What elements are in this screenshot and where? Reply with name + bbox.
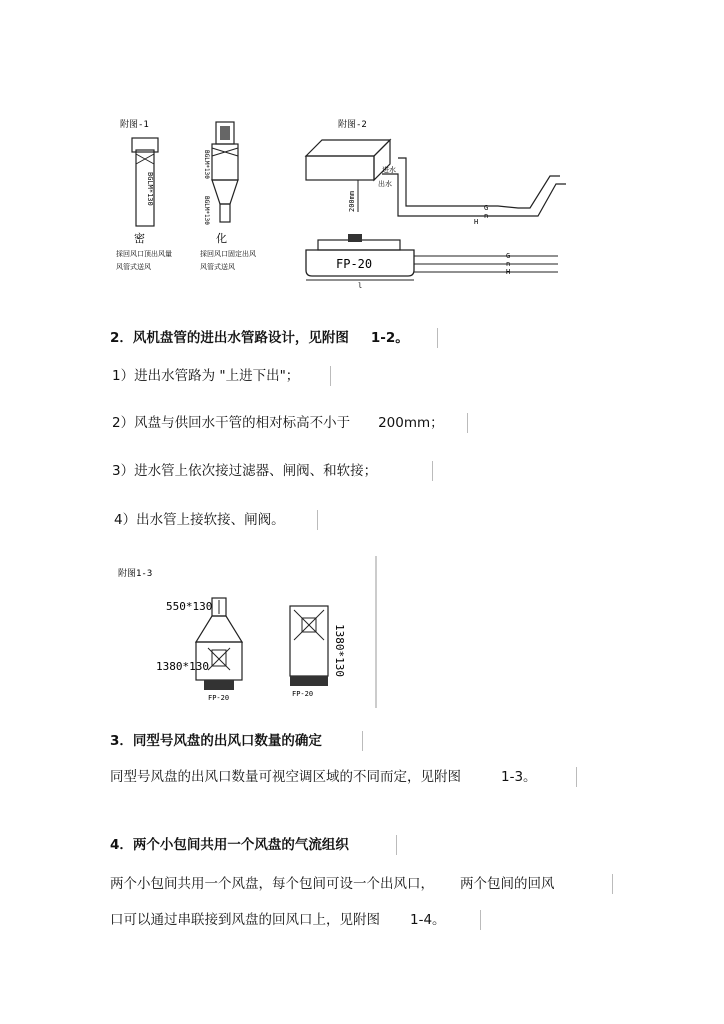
fig1-2-pipe-g: G bbox=[484, 204, 489, 212]
s2-item-3: 3）进水管上依次接过滤器、闸阀、和软接； bbox=[112, 463, 378, 479]
fig1-3-label: 附图1-3 bbox=[118, 569, 153, 579]
fig1-1-box-a: BGLM*130 bbox=[146, 172, 154, 206]
fig1-2-pipe-n: n bbox=[484, 212, 489, 220]
divider bbox=[396, 835, 397, 855]
fig1-3-unit-b: FP-20 bbox=[292, 690, 314, 698]
fig1-2-pipe-h2: H bbox=[506, 268, 511, 276]
fig1-1-note-a2: 风管式送风 bbox=[116, 263, 151, 271]
fig1-2-label: 附图-2 bbox=[338, 120, 367, 130]
divider bbox=[437, 328, 438, 348]
fig1-1-caption-b: 化 bbox=[216, 232, 227, 245]
s4-body-line-2 bbox=[110, 911, 446, 929]
fig1-3-unit-a: FP-20 bbox=[208, 694, 230, 702]
fig1-3-dim-b: 1380*130 bbox=[156, 660, 209, 673]
s2-title-end: 。 bbox=[395, 330, 409, 346]
s2-item-4: 4）出水管上接软接、闸阀。 bbox=[114, 512, 285, 528]
s2-item-2-text: 2）风盘与供回水干管的相对标高不小于 bbox=[112, 415, 351, 431]
fig1-2-out-water: 出水 bbox=[378, 180, 392, 188]
fig1-3-dim-c: 1380*130 bbox=[333, 624, 346, 677]
figure-1-2 bbox=[298, 112, 580, 292]
fig1-1-box-b-bottom: BGLM*130 bbox=[203, 196, 210, 225]
fig1-1-note-b1: 採回风口固定出风 bbox=[200, 250, 256, 258]
s3-body-text: 同型号风盘的出风口数量可视空调区域的不同而定，见附图 bbox=[110, 769, 461, 785]
fig1-2-pipe-n2: n bbox=[506, 260, 511, 268]
s2-item-2 bbox=[112, 414, 444, 432]
section-4-title: 4．两个小包间共用一个风盘的气流组织 bbox=[110, 837, 349, 853]
fig1-2-height: 200mm bbox=[348, 190, 356, 212]
s2-title-text: 2．风机盘管的进出水管路设计，见附图 bbox=[110, 330, 349, 346]
fig1-1-note-a1: 採回风口顶出风量 bbox=[116, 250, 172, 258]
divider bbox=[317, 510, 318, 530]
s4-body-1-cont: 两个包间的回风 bbox=[460, 876, 555, 892]
fig1-2-dim: l bbox=[358, 282, 363, 290]
fig1-1-caption-a: 密 bbox=[134, 232, 145, 245]
s2-item-1: 1）进出水管路为 "上进下出"； bbox=[112, 368, 300, 384]
fig1-1-box-b-top: BGLM*130 bbox=[203, 150, 210, 179]
fig1-2-pipe-h: H bbox=[474, 218, 479, 226]
divider bbox=[612, 874, 613, 894]
divider bbox=[467, 413, 468, 433]
s4-body-1-text: 两个小包间共用一个风盘，每个包间可设一个出风口， bbox=[110, 876, 434, 892]
s4-body-2-text: 口可以通过串联接到风盘的回风口上，见附图 bbox=[110, 912, 380, 928]
s3-body bbox=[110, 768, 537, 786]
s2-item-2-value: 200mm； bbox=[378, 415, 444, 431]
s3-body-ref: 1-3。 bbox=[501, 769, 537, 785]
fig1-2-pipe-g2: G bbox=[506, 252, 511, 260]
s2-title-ref: 1-2 bbox=[370, 330, 396, 346]
divider bbox=[480, 910, 481, 930]
s4-body-line-1 bbox=[110, 875, 555, 893]
figure-1-1 bbox=[108, 112, 288, 282]
section-2-title bbox=[110, 329, 409, 347]
fig1-1-note-b2: 风管式送风 bbox=[200, 263, 235, 271]
divider bbox=[330, 366, 331, 386]
section-3-title: 3．同型号风盘的出风口数量的确定 bbox=[110, 733, 322, 749]
fig1-2-unit: FP-20 bbox=[336, 257, 373, 271]
fig1-1-label: 附图-1 bbox=[120, 120, 149, 130]
s4-body-2-ref: 1-4。 bbox=[410, 912, 446, 928]
divider bbox=[576, 767, 577, 787]
divider bbox=[362, 731, 363, 751]
figure-1-3 bbox=[108, 556, 380, 712]
fig1-2-in-water: 进水 bbox=[382, 166, 396, 174]
divider bbox=[432, 461, 433, 481]
fig1-3-dim-a: 550*130 bbox=[166, 600, 213, 613]
